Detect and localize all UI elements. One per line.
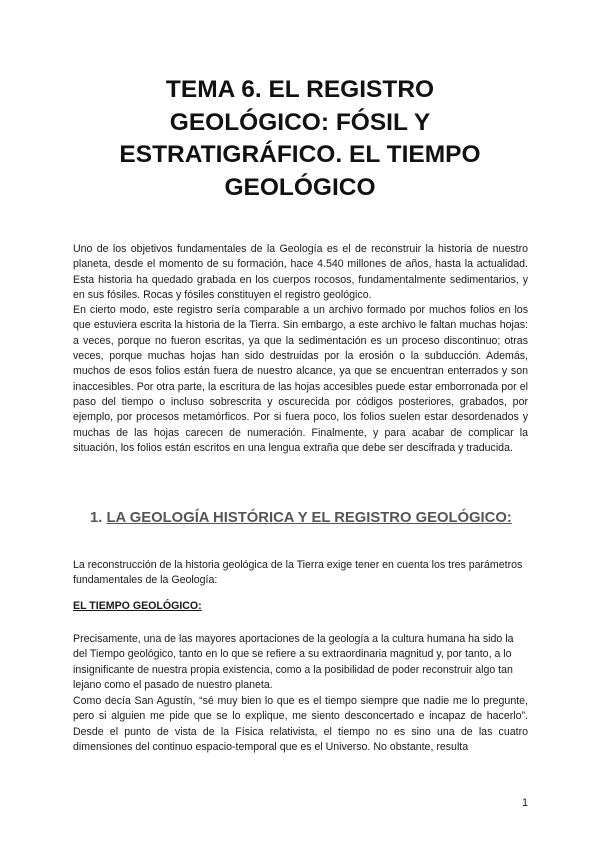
title-line: ESTRATIGRÁFICO. EL TIEMPO	[119, 141, 481, 168]
section-heading	[90, 508, 540, 528]
page-number: 1	[522, 797, 528, 809]
subsection-heading: EL TIEMPO GEOLÓGICO:	[73, 600, 202, 612]
document-title	[60, 74, 540, 204]
intro-paragraph-1: Uno de los objetivos fundamentales de la Geología es el de reconstruir la historia de nuestro planeta, desde el momento de su formación, hace 4.540 millones de años, hasta la actualidad. Esta historia ha quedado grabada en los cuerpos rocosos, fundamentalmente sedimentarios, y en sus fósiles. Rocas y fósiles constituyen el registro geológico.	[73, 243, 528, 302]
title-line: GEOLÓGICO	[224, 173, 376, 201]
title-line: GEOLÓGICO: FÓSIL Y	[169, 108, 431, 136]
section-number: 1.	[90, 510, 103, 526]
section-intro-paragraph: La reconstrucción de la historia geológica de la Tierra exige tener en cuenta los tres parámetros fundamentales de la Geología:	[73, 559, 523, 587]
subsection-paragraph-1: Precisamente, una de las mayores aportaciones de la geología a la cultura humana ha sido la del Tiempo geológico, tanto en lo que se refiere a su extraordinaria magnitud y, por tanto, a lo insignificante de nuestra propia existencia, como a la posibilidad de poder reconstruir algo tan lejano como el pasado de nuestro planeta.	[73, 633, 514, 692]
title-line: TEMA 6. EL REGISTRO	[165, 76, 435, 103]
section-title: LA GEOLOGÍA HISTÓRICA Y EL REGISTRO GEOLÓGICO:	[106, 510, 512, 526]
subsection-paragraph-2: Como decía San Agustín, “sé muy bien lo que es el tiempo siempre que nadie me lo pregunte, pero si alguien me pide que se lo explique, me siento desconcertado e incapaz de hacerlo”. Desde el punto de vista de la Física relativista, el tiempo no es sino una de las cuatro dimensiones del continuo espacio-temporal que es el Universo. No obstante, resulta	[73, 695, 528, 754]
intro-paragraph-2: En cierto modo, este registro sería comparable a un archivo formado por muchos folios en los que estuviera escrita la historia de la Tierra. Sin embargo, a este archivo le faltan muchas hojas: a veces, porque no fueron escritas, ya que la sedimentación es un proceso discontinuo; otras veces, porque muchas hojas han sido destruidas por la erosión o la subducción. Además, muchos de esos folios están fuera de nuestro alcance, ya que se encuentran enterrados y son inaccesibles. Por otra parte, la escritura de las hojas accesibles puede estar emborronada por el paso del tiempo o incluso sobrescrita y oscurecida por códigos posteriores, grabados, por ejemplo, por procesos metamórficos. Por si fuera poco, los folios suelen estar desordenados y muchas de las hojas carecen de numeración. Finalmente, y para acabar de complicar la situación, los folios están escritos en una lengua extraña que debe ser descifrada y traducida.	[73, 304, 528, 455]
